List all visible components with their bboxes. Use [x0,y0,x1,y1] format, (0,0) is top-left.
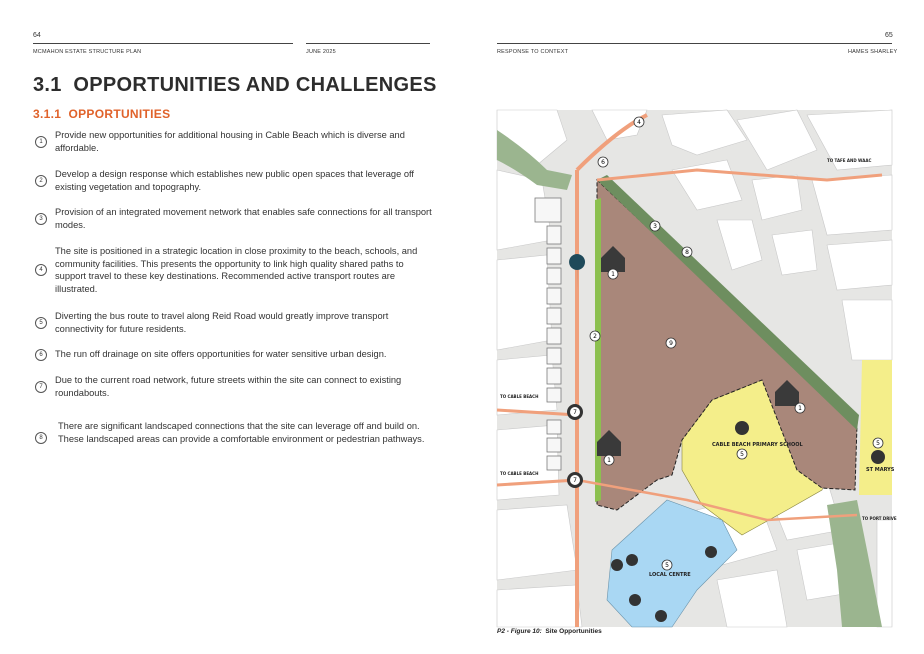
item-text: Provide new opportunities for additional housing in Cable Beach which is diverse and affordable. [55,130,405,153]
marker-4 [634,117,644,127]
map-svg [497,110,897,627]
item-text: The run off drainage on site offers opportunities for water sensitive urban design. [55,349,387,359]
svg-text:6: 6 [601,159,605,166]
item-number: 4 [35,264,47,276]
school-icon [735,421,749,435]
section-number: 3.1 [33,74,62,96]
item-number: 3 [35,213,47,225]
header-document-title: MCMAHON ESTATE STRUCTURE PLAN [33,49,142,55]
school-icon [871,450,885,464]
marker-5-stmarys [873,438,883,448]
label-to-cable-beach-2: TO CABLE BEACH [500,471,539,476]
svg-text:2: 2 [593,333,597,340]
svg-text:5: 5 [876,440,880,447]
item-number: 1 [35,136,47,148]
marker-5-school [737,449,747,459]
item-text: Diverting the bus route to travel along Reid Road would greatly improve transport connectivity for future residents. [55,311,389,334]
label-local-centre: LOCAL CENTRE [649,572,691,578]
item-number: 7 [35,381,47,393]
item-number: 5 [35,317,47,329]
item-text: Develop a design response which establishes new public open spaces that leverage off existing vegetation and topography. [55,169,415,192]
header-section: RESPONSE TO CONTEXT [497,49,569,55]
svg-text:9: 9 [669,340,673,347]
label-st-marys: ST MARYS [866,467,895,473]
sport-icon [705,546,717,558]
item-text: The site is positioned in a strategic location in close proximity to the beach, schools, and community facilities. This presents the opportunity to link high quality shared paths to support travel to these key destinations. Recommended active transport routes are illustrated. [55,246,418,294]
label-to-port: TO PORT DRIVE [862,516,897,521]
site-opportunities-map [497,110,897,627]
section-title: OPPORTUNITIES AND CHALLENGES [73,74,437,96]
header-date: JUNE 2025 [306,49,336,55]
page-number-right: 65 [885,32,893,39]
marker-7b [567,472,583,488]
marker-5-centre [662,560,672,570]
item-text: There are significant landscaped connections that the site can leverage off and build on. These landscaped areas can provide a comfortable environment or pedestrian pathways. [58,421,425,444]
marker-3 [650,221,660,231]
cafe-icon [611,559,623,571]
svg-text:5: 5 [665,562,669,569]
header-rule-left-a [33,43,293,44]
header-rule-left-b [306,43,430,44]
page-title [33,74,437,97]
header-rule-right [497,43,892,44]
svg-text:1: 1 [798,405,802,412]
figure-title: Site Opportunities [545,628,602,635]
page-number-left: 64 [33,32,41,39]
marker-2 [590,331,600,341]
svg-text:7: 7 [573,409,577,416]
figure-label: P2 - Figure 10: [497,628,542,635]
item-text: Due to the current road network, future streets within the site can connect to existing roundabouts. [55,375,402,398]
item-text: Provision of an integrated movement network that enables safe connections for all transport modes. [55,207,432,230]
retail-icon [629,594,641,606]
figure-caption [497,628,602,635]
marker-9 [666,338,676,348]
svg-text:1: 1 [611,271,615,278]
label-to-cable-beach-1: TO CABLE BEACH [500,394,539,399]
svg-text:1: 1 [607,457,611,464]
svg-text:3: 3 [653,223,657,230]
marker-6 [598,157,608,167]
subsection-label: OPPORTUNITIES [68,107,171,121]
svg-text:7: 7 [573,477,577,484]
health-icon [655,610,667,622]
st-marys-site [859,360,892,495]
svg-text:5: 5 [740,451,744,458]
header-author: HAMES SHARLEY [848,49,898,55]
subsection-title [33,107,170,121]
subsection-number: 3.1.1 [33,107,62,121]
label-school: CABLE BEACH PRIMARY SCHOOL [712,442,803,448]
label-to-tafe: TO TAFE AND WAAC [827,158,872,163]
green-edge [595,198,601,502]
marker-8 [682,247,692,257]
svg-text:8: 8 [685,249,689,256]
marker-7a [567,404,583,420]
item-number: 8 [35,432,47,444]
svg-text:4: 4 [637,119,641,126]
shop-icon [626,554,638,566]
item-number: 6 [35,349,47,361]
item-number: 2 [35,175,47,187]
